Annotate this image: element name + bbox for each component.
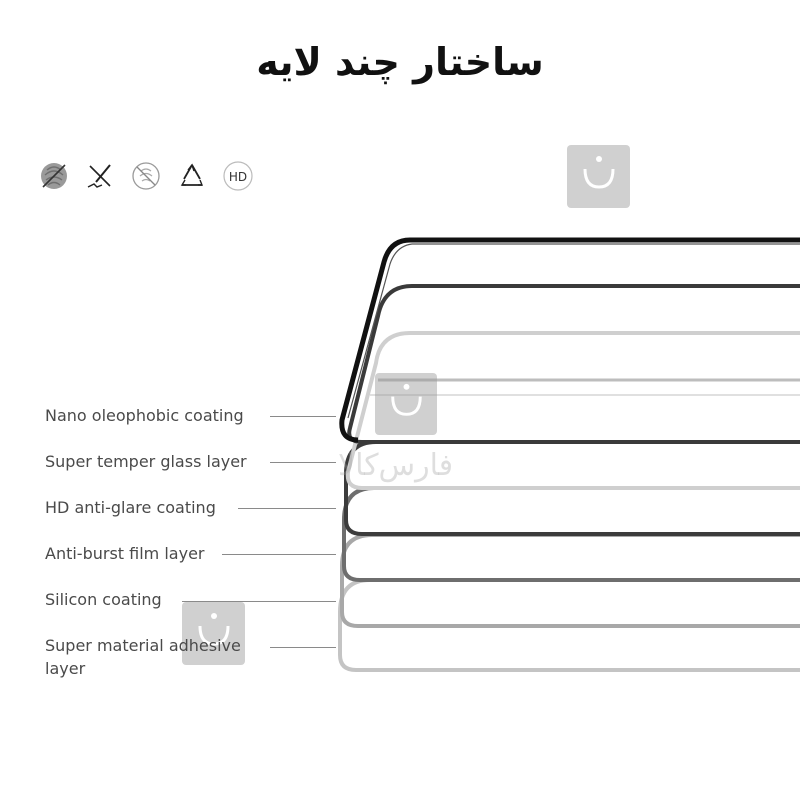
- leader-line: [270, 647, 336, 648]
- layer-label-anti-burst: Anti-burst film layer: [45, 544, 205, 563]
- hd-icon-text: HD: [228, 170, 248, 184]
- leader-line: [182, 601, 336, 602]
- leader-line: [238, 508, 336, 509]
- layer-label-anti-glare: HD anti-glare coating: [45, 498, 216, 517]
- watermark-logo-middle: [375, 373, 437, 435]
- leader-line: [222, 554, 336, 555]
- watermark-text: فارس‌کالا: [338, 448, 454, 483]
- leader-line: [270, 416, 336, 417]
- page-title: ساختار چند لایه: [256, 40, 544, 84]
- layer-label-temper-glass: Super temper glass layer: [45, 452, 247, 471]
- layer-label-adhesive: Super material adhesive layer: [45, 636, 241, 678]
- watermark-glyph-icon: [375, 373, 437, 435]
- layer-label-silicon: Silicon coating: [45, 590, 162, 609]
- layer-label-nano-oleophobic: Nano oleophobic coating: [45, 406, 244, 425]
- leader-line: [270, 462, 336, 463]
